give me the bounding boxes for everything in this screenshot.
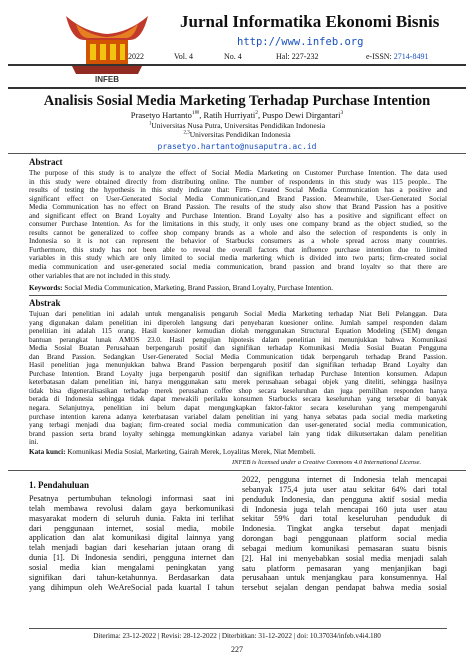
intro-left-line: Pesatnya pertumbuhan teknologi informasi saat ini	[29, 494, 234, 503]
intro-right-line: perusahaan untuk menjangkau para konsumennya. Hal	[242, 573, 447, 583]
abstract-rule-top	[8, 153, 466, 154]
abstrak-line: tidak bisa digeneralisasikan terhadap merek perusahan coffee shop secara keseluruhan dan juga pemilihan responden hanya	[29, 386, 447, 395]
abstract-line: media communication and user-generated social media communication, brand passion and brand loyaltv so that there are	[29, 263, 447, 272]
kata-kunci-line	[29, 448, 316, 456]
abstrak-heading: Abstrak	[29, 298, 61, 308]
author-list	[0, 110, 474, 120]
abstrak-line: Tujuan dari penelitian ini adalah untuk menganalisis pengaruh Social Media Marketing terhadap Niat Beli Pelanggan. Data	[29, 310, 447, 318]
intro-left-line: application dan alat komunikasi digital lainnya yang	[29, 533, 234, 543]
intro-right-line: [2]. Hal ini menyebabkan sosial media menjadi salah	[242, 553, 447, 563]
affiliation-2-sup: 2,3	[183, 130, 190, 136]
author-3: , Puspo Dewi Dirgantari	[257, 110, 341, 120]
intro-heading: 1. Pendahuluan	[29, 480, 90, 490]
intro-left-line: signifikan dari tahun-ketahunnya. Berdasarkan data	[29, 572, 234, 582]
abstract-line: results of testing the hypothesis in this study indicate that: Firm- Created Social Media Communication has a positive and	[29, 186, 447, 195]
keywords-line	[29, 284, 333, 292]
journal-logo	[62, 10, 152, 84]
intro-right-line: penduduk Indonesia, dan pengguna aktif sosial media	[242, 494, 447, 504]
affiliation-2-text: Universitas Pendidikan Indonesia	[189, 130, 291, 139]
abstrak-line: Media Sosial Buatan Perusahaan berpengaruh positif dan signifikan terhadap Komunikasi Media Sosial Buatan Pengguna	[29, 344, 447, 353]
abstract-heading: Abstract	[29, 157, 63, 167]
abstrak-line: purchase intention karena adanya keterbatasan variabel dalam penelitian ini yang hanya sebatas pada social media marketing	[29, 412, 447, 421]
intro-right-line: 2022, pengguna internet di Indonesia telah mencapai	[242, 475, 447, 484]
intro-left-line: masyarakat modern di seluruh dunia. Fakta ini terlihat	[29, 513, 234, 523]
intro-left-line: telah membawa revolusi dalam gaya berkomunikasi	[29, 503, 234, 513]
abstrak-line: keterbatasan dalam penelitian ini, hanya menggunakan satu merek perusahaan sebagai objek yang diteliti, sehingga hasilnya	[29, 378, 447, 387]
logo-graphic	[62, 10, 152, 84]
abstract-line: Media Communication has no effect on Brand Passion. The results of the study also show that Brand Passion has a positive	[29, 203, 447, 212]
abstract-line: The purpose of this study is to analyze the effect of Social Media Marketing on Customer Purchase Intention. The data used	[29, 169, 447, 177]
affiliation-1-text: Universitas Nusa Putra, Universitas Pendidikan Indonesia	[151, 121, 326, 130]
intro-left-line: dari penggunaan internet, sosial media, mobile	[29, 523, 234, 533]
abstract-line: variables in this study which are only limited to social media marketing which is divided into two parts; firm-created social	[29, 254, 447, 263]
abstrak-line: brand passion serta brand loyalty sehingga memungkinkan adanya variabel lain yang tidak diikutsertakan dalam penelitian	[29, 429, 447, 438]
abstrak-line: yang digunakan dalam penelitian ini diperoleh langsung dari penyebaran kuesioner online. Jumlah sampel responden dalam	[29, 318, 447, 327]
intro-right-line: tersebut sejalan dengan pendapat bahwa media sosial	[242, 583, 447, 593]
affiliation-1	[0, 121, 474, 130]
author-1-sup: 1✉	[191, 110, 200, 117]
page-number: 227	[231, 645, 243, 654]
corresponding-email-link[interactable]: prasetyo.hartanto@nusaputra.ac.id	[157, 142, 317, 151]
author-3-sup: 3	[340, 110, 344, 117]
intro-left-column	[29, 494, 234, 592]
author-1: Prasetyo Hartanto	[130, 110, 192, 120]
intro-right-column	[242, 475, 447, 593]
abstract-line: consumer Purchase Intention. As for the limitations in this study, it only uses one company brand as the object studied, so the	[29, 220, 447, 229]
affiliation-2	[0, 130, 474, 139]
abstract-line: Furthermore, this study has not been able to reveal the overall factors that influence purchase intention due to limited	[29, 245, 447, 254]
title-rule-top	[8, 87, 466, 89]
keywords-text: Social Media Communication, Marketing, Brand Passion, Brand Loyalty, Purchase Intention.	[64, 284, 333, 292]
body-rule	[8, 470, 466, 471]
paper-title: Analisis Sosial Media Marketing Terhadap Purchase Intention	[43, 93, 431, 109]
abstract-line: and significant effect on Brand Loyalty and Purchase Intention. Brand Loyalty also has a positive and significant effect on	[29, 211, 447, 220]
issue-volume: Vol. 4	[174, 52, 193, 61]
intro-left-line: telah menjadi bagian dari keseharian jutaan orang di	[29, 543, 234, 553]
intro-left-line: yang dihimpun oleh WeAreSocial pada kuartal I tahun	[29, 582, 234, 592]
eissn-value-link[interactable]: 2714-8491	[393, 52, 429, 61]
kata-kunci-label: Kata kunci:	[29, 448, 66, 456]
intro-right-line: satu platform pemasaran yang menjanjikan bagi	[242, 563, 447, 573]
abstract-body	[29, 169, 447, 280]
abstrak-line: negara. Selanjutnya, penelitian ini belum dapat mengungkapkan faktor-faktor secara keseluruhan yang mempengaruhi	[29, 404, 447, 413]
issue-pages: Hal: 227-232	[276, 52, 319, 61]
keywords-label: Keywords:	[29, 284, 63, 292]
affiliation-1-sup: 1	[148, 121, 152, 127]
abstrak-line: berada di Indonesia sehingga tidak dapat mewakili perilaku konsumen Starbucks secara keseluruhan yang tersebar di banyak	[29, 395, 447, 404]
license-note: INFEB is licensed under a Creative Commons 4.0 International License.	[232, 459, 422, 466]
abstract-line: Indonesia so it is not can represent the behavior of Starbucks consumers as a whole spread across many countries.	[29, 237, 447, 246]
abstrak-line: ini.	[29, 438, 39, 447]
article-dates: Diterima: 23-12-2022 | Revisi: 28-12-2022 | Diterbitkan: 31-12-2022 | doi: 10.37034/infeb.v4i4.180	[93, 632, 381, 640]
kata-kunci-text: Komunikasi Media Sosial, Marketing, Gairah Merek, Loyalitas Merek, Niat Membeli.	[67, 448, 316, 456]
abstract-line: in this study were obtained directly from distributing online. The number of respondents in this study was 115 people.. The	[29, 177, 447, 186]
intro-right-line: sebagai medium komunikasi pemasaran suatu bisnis	[242, 543, 447, 553]
abstrak-line: yang terbagi menjadi dua bagian; firm-created social media communication dan user-generated social media communication,	[29, 421, 447, 430]
journal-title: Jurnal Informatika Ekonomi Bisnis	[180, 12, 440, 31]
footer-rule	[29, 628, 447, 629]
abstrak-line: dan Brand Passion. Sedangkan User-Generated Social Media Communication tidak berpengaruh terhadap Brand Passion.	[29, 352, 447, 361]
abstrak-rule	[29, 295, 447, 296]
author-2-sup: 2	[255, 110, 258, 117]
journal-url-link[interactable]: http://www.infeb.org	[237, 36, 364, 48]
abstract-line: significant effect on User-Generated Social Media Communication,and Brand Passion. Meanwhile, User-Generated Social	[29, 194, 447, 203]
abstract-line: results cannot be generalized to coffee shop company brands as a whole and also the selection of respondents is only in	[29, 228, 447, 237]
intro-left-line: sosial media kian mengalami peningkatan yang	[29, 562, 234, 572]
issue-year: 2022	[128, 52, 144, 61]
issue-info	[128, 52, 448, 61]
issue-number: No. 4	[224, 52, 242, 61]
eissn-label: e-ISSN:	[366, 52, 392, 61]
intro-right-line: dorongan bagi penggunaan platform social media	[242, 534, 447, 544]
header-rule	[8, 64, 466, 66]
abstrak-line: bantuan perangkat lunak AMOS 23.0. Hasil pengujian hipotesis dalam penelitian ini menunjukkan bahwa Komunikasi	[29, 335, 447, 344]
logo-text: INFEB	[95, 75, 119, 84]
intro-right-line: di Indonesia juga telah mencapai 160 juta user atau	[242, 504, 447, 514]
abstract-line: other variables that are not included in this study.	[29, 271, 171, 280]
intro-right-line: sekitar 59% dari total keseluruhan penduduk di	[242, 514, 447, 524]
abstrak-line: Hasil penelitian juga menunjukkan bahwa Brand Passion berpengaruh positif dan signifikan terhadap Brand Loyalty dan	[29, 361, 447, 370]
abstrak-line: Purchase Intention. Brand Loyalty juga berpengaruh positif dan signifikan terhadap Purchase Intention konsumen. Adapun	[29, 369, 447, 378]
abstrak-body	[29, 310, 447, 447]
intro-left-line: dunia [1]. Di Indonesia sendiri, pengguna internet dan	[29, 553, 234, 563]
intro-right-line: sebanyak 175,4 juta user atau sekitar 64% dari total	[242, 484, 447, 494]
intro-right-line: Indonesia. Tingkat angka tersebut dapat menjadi	[242, 524, 447, 534]
author-2: , Ratih Hurriyati	[199, 110, 256, 120]
abstrak-line: penelitian ini adalah 115 orang. Hasil kuesioner kemudian diolah menggunakan Structural Equation Modeling (SEM) dengan	[29, 327, 447, 336]
